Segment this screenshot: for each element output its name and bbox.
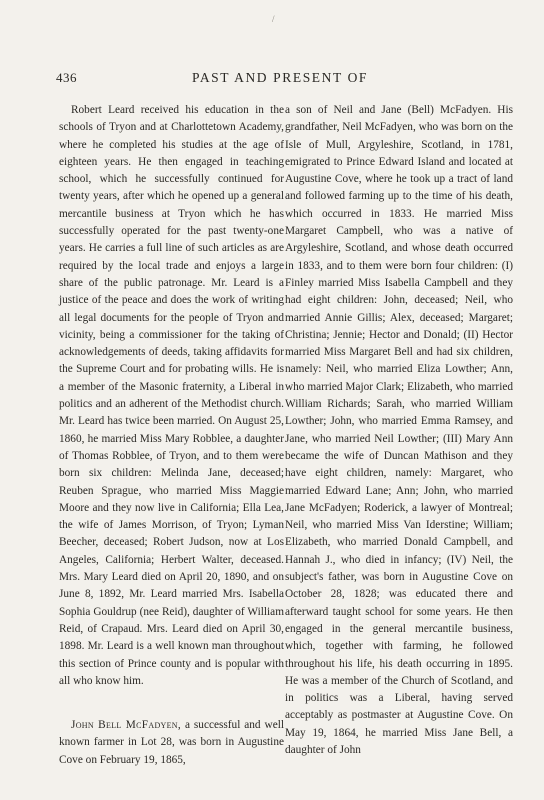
right-column xyxy=(285,102,513,759)
paragraph-text: a successful and well known farmer in Lot 28, was born in Augustine Cove on February 19, 1865, xyxy=(59,719,284,766)
page-header xyxy=(56,70,504,88)
paragraph-separator xyxy=(59,690,284,717)
left-column xyxy=(59,102,284,769)
paragraph-john-bell-mcfadyen xyxy=(59,717,284,769)
paragraph-mcfadyen-family: a son of Neil and Jane (Bell) McFadyen. His grandfather, Neil McFadyen, who was born on the Isle of Mull, Argyleshire, Scotland, in 1781, emigrated to Prince Edward Island and located at Augustine Cove, where he took up a tract of land and followed farming up to the time of his death, which occurred in 1833. He married Miss Margaret Campbell, who was a native of Argyleshire, Scotland, and whose death occurred in 1833, and to them were born four children: (I) Finley married Miss Isabella Campbell and they had eight children: John, deceased; Neil, who married Annie Gillis; Alex, deceased; Margaret; Christina; Jennie; Hector and Donald; (II) Hector married Miss Margaret Bell and had six children, namely: Neil, who married Eliza Lowther; Ann, who married Major Clark; Elizabeth, who married William Richards; Sarah, who married William Lowther; John, who married Emma Ramsey, and Jane, who married Neil Lowther; (III) Mary Ann became the wife of Duncan Mathison and they have eight children, namely: Margaret, who married Edward Lane; Ann; John, who married Jane McFadyen; Roderick, a lawyer of Montreal; Neil, who married Miss Van Iderstine; William; Elizabeth, who married Donald Campbell, and Hannah J., who died in infancy; (IV) Neil, the subject's father, was born in Augustine Cove on October 28, 1828; was educated there and afterward taught school for some years. He then engaged in the general mercantile business, which, together with farming, he followed throughout his life, his death occurring in 1895. He was a member of the Church of Scotland, and in politics was a Liberal, having served acceptably as postmaster at Augustine Cove. On May 19, 1864, he married Miss Jane Bell, a daughter of John xyxy=(285,104,513,756)
paragraph-robert-leard: Robert Leard received his education in the schools of Tryon and at Charlottetown Academy, where he completed his studies at the age of eighteen years. He then engaged in teaching school, which he successfully continued for twenty years, after which he opened up a general mercantile business at Tryon which he has successfully operated for the past twenty-one years. He carries a full line of such articles as are required by the local trade and enjoys a large share of the public patronage. Mr. Leard is a justice of the peace and does the work of writing all legal documents for the people of Tryon and vicinity, being a commissioner for the taking of acknowledgements of deeds, taking affidavits for the Supreme Court and for probating wills. He is a member of the Masonic fraternity, a Liberal in politics and an adherent of the Methodist church. Mr. Leard has twice been married. On August 25, 1860, he married Miss Mary Robblee, a daughter of Thomas Robblee, of Tryon, and to them were born six children: Melinda Jane, deceased; Reuben Sprague, who married Miss Maggie Moore and they now live in California; Ella Lea, the wife of James Morrison, of Tryon; Lyman Beecher, deceased; Robert Judson, now at Los Angeles, California; Herbert Walter, deceased. Mrs. Mary Leard died on April 20, 1890, and on June 8, 1892, Mr. Leard married Mrs. Isabella Sophia Gouldrup (nee Reid), daughter of William Reid, of Crapaud. Mrs. Leard died on April 30, 1898. Mr. Leard is a well known man throughout this section of Prince county and is popular with all who know him. xyxy=(59,104,284,687)
subject-name: John Bell McFadyen, xyxy=(71,719,181,732)
page-number: 436 xyxy=(56,70,77,85)
running-title: PAST AND PRESENT OF xyxy=(191,70,369,85)
stray-mark: / xyxy=(272,14,275,24)
